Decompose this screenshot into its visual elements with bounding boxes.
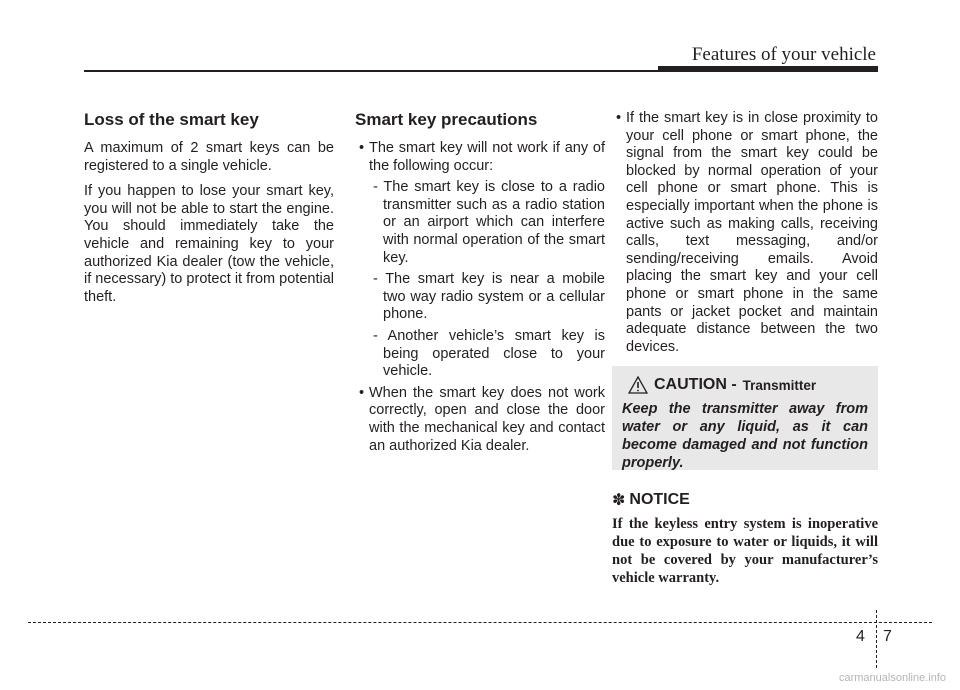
notice-label: NOTICE xyxy=(629,491,690,508)
section-heading-loss: Loss of the smart key xyxy=(84,110,259,129)
notice-heading xyxy=(612,490,690,510)
caution-text: Keep the transmitter away from water or any liquid, as it can become damaged and not function properly. xyxy=(622,401,868,471)
bullet-glyph: • xyxy=(616,110,622,126)
column-cell-phone-interference xyxy=(612,110,878,360)
bullet-item xyxy=(612,110,878,356)
chapter-number: 4 xyxy=(856,628,865,645)
caution-box xyxy=(612,366,878,470)
page-number-divider xyxy=(876,610,877,668)
sub-item: - The smart key is close to a radio transmitter such as a radio station or an airport which can interfere with normal operation of the smart key. xyxy=(373,179,605,266)
section-heading-precautions: Smart key precautions xyxy=(355,110,538,129)
warning-triangle-icon xyxy=(628,376,648,394)
notice-text: If the keyless entry system is inoperative due to exposure to water or liquids, it will not be covered by your manufacturer’s vehicle warranty. xyxy=(612,516,878,586)
notice-star-icon: ✽ xyxy=(612,492,626,509)
sub-item: - The smart key is near a mobile two way radio system or a cellular phone. xyxy=(373,271,605,323)
page-number: 7 xyxy=(883,628,892,645)
column-smart-key-precautions xyxy=(355,110,605,459)
footer-rule xyxy=(28,622,932,623)
caution-label: CAUTION - xyxy=(654,376,737,393)
bullet-text: The smart key will not work if any of the following occur: xyxy=(369,140,605,174)
page-header-title: Features of your vehicle xyxy=(691,44,876,65)
column-loss-of-smart-key xyxy=(84,110,334,314)
bullet-glyph: • xyxy=(359,140,365,156)
paragraph: If you happen to lose your smart key, you will not be able to start the engine. You should immediately take the vehicle and remaining key to your authorized Kia dealer (tow the vehicle, if necessary) to protect it from potential theft. xyxy=(84,183,334,305)
paragraph: A maximum of 2 smart keys can be registered to a single vehicle. xyxy=(84,140,334,174)
caution-header xyxy=(628,376,868,394)
sub-item: - Another vehicle’s smart key is being operated close to your vehicle. xyxy=(373,327,605,380)
bullet-item xyxy=(355,140,605,175)
bullet-glyph: • xyxy=(359,384,365,401)
header-rule xyxy=(84,70,658,72)
header-rule-accent xyxy=(658,66,878,72)
bullet-text: If the smart key is in close proximity to your cell phone or smart phone, the signal from the smart key could be blocked by normal operation of your cell phone or smart phone. This is especially important when the phone is active such as making calls, receiving calls, text messaging, and/or sending/receiving emails. Avoid placing the smart key and your cell phone or smart phone in the same pants or jacket pocket and maintain adequate distance between the two devices. xyxy=(626,110,878,355)
bullet-text: When the smart key does not work correctly, open and close the door with the mechanical key and contact an authorized Kia dealer. xyxy=(369,384,605,454)
caution-sublabel: Transmitter xyxy=(742,377,817,393)
watermark: carmanualsonline.info xyxy=(838,672,946,684)
bullet-item xyxy=(355,385,605,455)
